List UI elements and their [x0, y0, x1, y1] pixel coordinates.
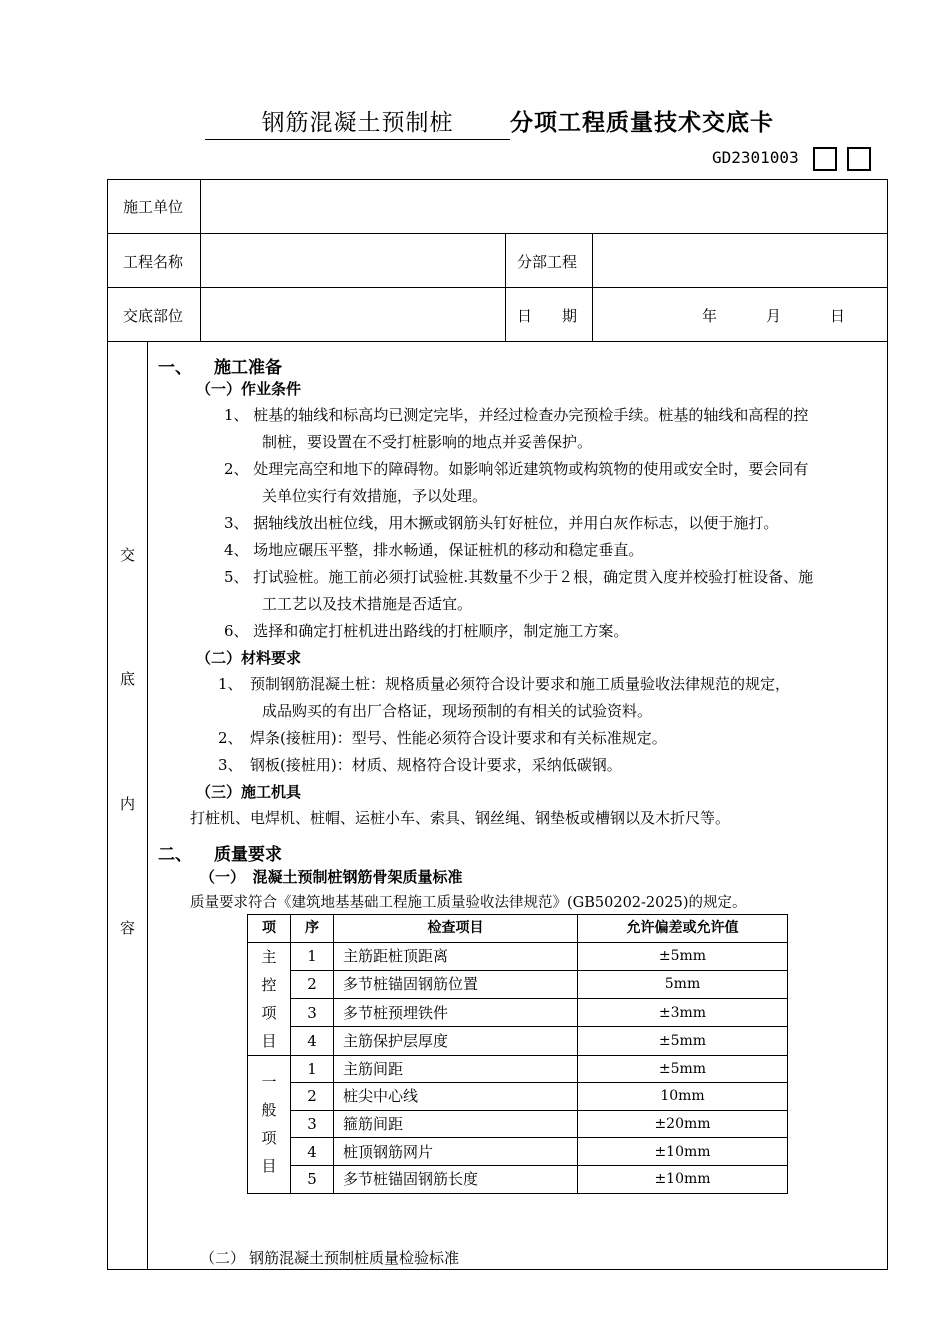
section-2-title: 质量要求: [214, 845, 282, 865]
check-item: 桩顶钢筋网片: [334, 1138, 578, 1166]
project-field[interactable]: [202, 235, 503, 285]
row-number: 2: [291, 1083, 334, 1111]
side-label-char: 容: [120, 919, 136, 937]
table-row: [248, 1138, 788, 1166]
date-year[interactable]: 年: [702, 307, 718, 325]
location-field[interactable]: [202, 289, 503, 339]
section-1-title: 施工准备: [214, 358, 282, 378]
row-number: 4: [291, 1138, 334, 1166]
table-header-row: [248, 915, 788, 943]
tolerance: ±10mm: [578, 1165, 788, 1193]
group-general: 一 般 项 目: [248, 1055, 291, 1193]
row-number: 3: [291, 1110, 334, 1138]
page-title: [205, 104, 774, 140]
row-divider: [107, 341, 888, 342]
list-item: 5、 打试验桩。施工前必须打试验桩.其数量不少于２根，确定贯入度并校验打桩设备、施: [224, 568, 814, 586]
table-row: [248, 942, 788, 970]
project-label: 工程名称: [123, 253, 184, 271]
check-item: 多节桩锚固钢筋长度: [334, 1165, 578, 1193]
col-divider: [200, 179, 201, 341]
check-item: 多节桩锚固钢筋位置: [334, 970, 578, 998]
tolerance: ±5mm: [578, 1027, 788, 1055]
quality-table: [247, 914, 788, 1194]
paragraph: 质量要求符合《建筑地基基础工程施工质量验收法律规范》(GB50202-2025)的规定。: [190, 895, 747, 911]
table-header: 序: [291, 915, 334, 943]
unit-field[interactable]: [202, 181, 886, 231]
check-item: 桩尖中心线: [334, 1083, 578, 1111]
check-item: 主筋保护层厚度: [334, 1027, 578, 1055]
table-row: [248, 970, 788, 998]
side-label-char: 交: [120, 546, 136, 564]
row-number: 3: [291, 999, 334, 1027]
table-header: 检查项目: [334, 915, 578, 943]
row-number: 5: [291, 1165, 334, 1193]
table-row: [248, 1083, 788, 1111]
tolerance: ±20mm: [578, 1110, 788, 1138]
table-row: [248, 999, 788, 1027]
list-item: 1、 预制钢筋混凝土桩：规格质量必须符合设计要求和施工质量验收法律规范的规定，: [218, 675, 791, 693]
table-row: [248, 1165, 788, 1193]
table-row: [248, 1055, 788, 1083]
row-number: 1: [291, 942, 334, 970]
table-row: [248, 1110, 788, 1138]
date-month[interactable]: 月: [766, 307, 782, 325]
table-row: [248, 1027, 788, 1055]
tolerance: 10mm: [578, 1083, 788, 1111]
row-number: 1: [291, 1055, 334, 1083]
group-main-control: 主 控 项 目: [248, 942, 291, 1055]
list-item: 6、 选择和确定打桩机进出路线的打桩顺序，制定施工方案。: [224, 622, 629, 640]
row-number: 2: [291, 970, 334, 998]
check-item: 箍筋间距: [334, 1110, 578, 1138]
check-item: 多节桩预埋铁件: [334, 999, 578, 1027]
tolerance: ±10mm: [578, 1138, 788, 1166]
table-header: 项: [248, 915, 291, 943]
list-item: 2、 处理完高空和地下的障碍物。如影响邻近建筑物或构筑物的使用或安全时，要会同有: [224, 460, 809, 478]
list-item: 3、 据轴线放出桩位线，用木撅或钢筋头钉好桩位，并用白灰作标志，以便于施打。: [224, 514, 779, 532]
title-suffix: 分项工程质量技术交底卡: [510, 110, 774, 136]
date-label: 日 期: [517, 307, 578, 325]
list-item: 1、 桩基的轴线和标高均已测定完毕，并经过检查办完预检手续。桩基的轴线和高程的控: [224, 406, 809, 424]
subsection-heading: （一） 混凝土预制桩钢筋骨架质量标准: [200, 868, 463, 886]
col-divider: [505, 233, 506, 341]
row-number: 4: [291, 1027, 334, 1055]
list-item: 3、 钢板(接桩用)：材质、规格符合设计要求，采纳低碳钢。: [218, 756, 622, 774]
check-item: 主筋间距: [334, 1055, 578, 1083]
side-label-char: 底: [120, 670, 136, 688]
location-label: 交底部位: [123, 307, 184, 325]
sub-project-label: 分部工程: [517, 253, 578, 271]
side-label-char: 内: [120, 795, 136, 813]
list-item: 工工艺以及技术措施是否适宜。: [262, 595, 473, 613]
code-box-2[interactable]: [847, 147, 871, 171]
row-divider: [107, 287, 888, 288]
sub-project-field[interactable]: [594, 235, 886, 285]
list-item: 4、 场地应碾压平整，排水畅通，保证桩机的移动和稳定垂直。: [224, 541, 644, 559]
document-code: GD2301003: [712, 148, 799, 167]
tolerance: ±5mm: [578, 942, 788, 970]
subsection-title: 钢筋混凝土预制桩质量检验标准: [249, 1249, 460, 1267]
row-divider: [107, 233, 888, 234]
code-box-1[interactable]: [813, 147, 837, 171]
subsection-heading: （二）材料要求: [196, 649, 302, 667]
col-divider: [147, 341, 148, 1270]
subsection-heading: （三）施工机具: [196, 783, 302, 801]
tolerance: ±3mm: [578, 999, 788, 1027]
date-day[interactable]: 日: [830, 307, 846, 325]
paragraph: 打桩机、电焊机、桩帽、运桩小车、索具、钢丝绳、钢垫板或槽钢以及木折尺等。: [190, 809, 731, 827]
list-item: 2、 焊条(接桩用)：型号、性能必须符合设计要求和有关标准规定。: [218, 729, 667, 747]
subsection-heading: （一）作业条件: [196, 380, 302, 398]
section-2-number: 二、: [158, 845, 192, 865]
list-item: 成品购买的有出厂合格证，现场预制的有相关的试验资料。: [262, 702, 653, 720]
unit-label: 施工单位: [123, 198, 184, 216]
table-header: 允许偏差或允许值: [578, 915, 788, 943]
tolerance: 5mm: [578, 970, 788, 998]
section-1-number: 一、: [158, 358, 192, 378]
tolerance: ±5mm: [578, 1055, 788, 1083]
title-subject: 钢筋混凝土预制桩: [205, 104, 510, 140]
check-item: 主筋距桩顶距离: [334, 942, 578, 970]
col-divider: [592, 233, 593, 341]
list-item: 制桩，要设置在不受打桩影响的地点并妥善保护。: [262, 433, 593, 451]
subsection-number: （二）: [200, 1249, 246, 1267]
list-item: 关单位实行有效措施，予以处理。: [262, 487, 488, 505]
